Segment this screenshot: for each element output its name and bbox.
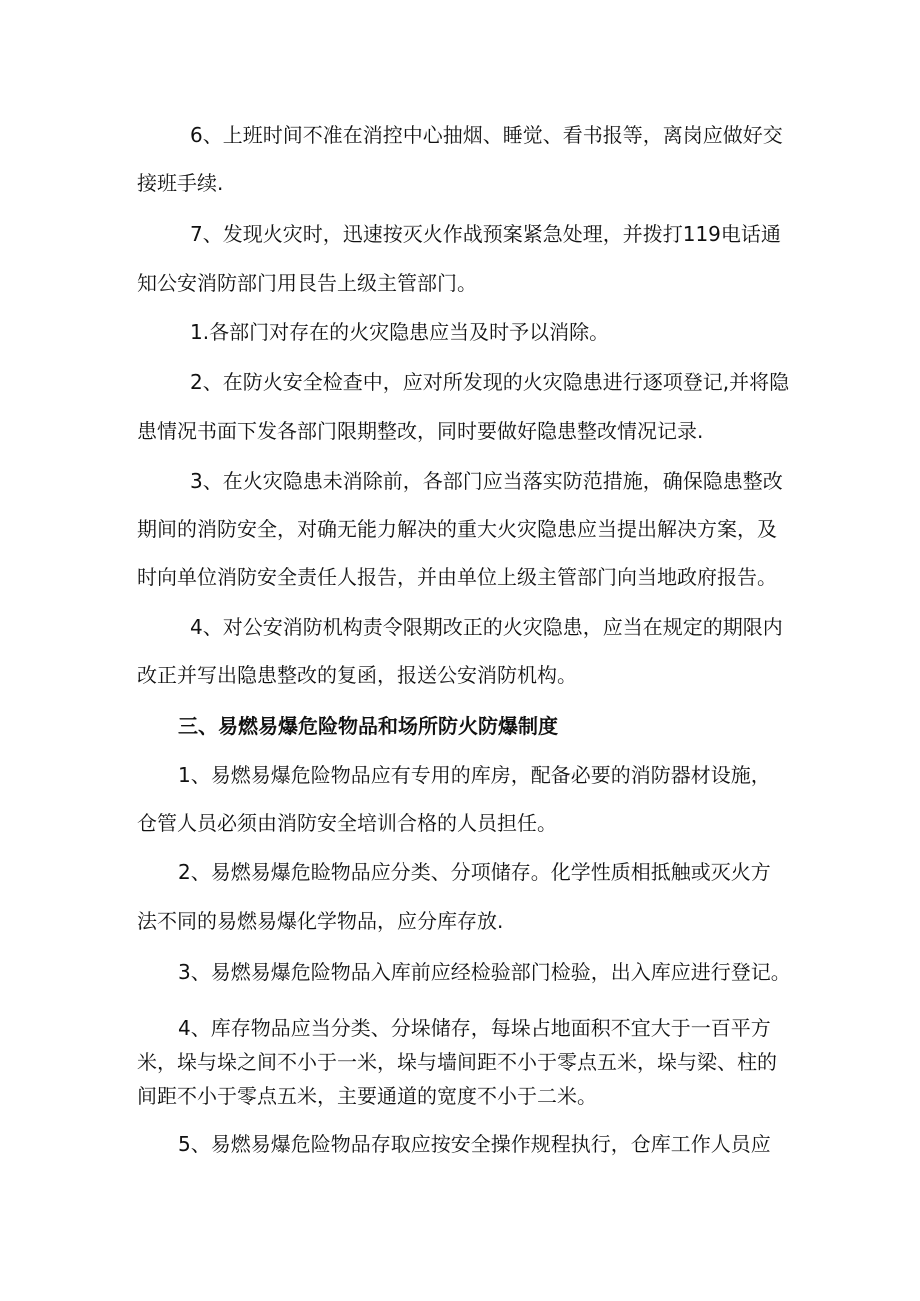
rule-1-line-1: 1、易燃易爆危险物品应有专用的库房，配备必要的消防器材设施， xyxy=(178,763,771,787)
rule-4-line-2: 米，垛与垛之间不小于一米，垛与墙间距不小于零点五米，垛与梁、柱的 xyxy=(137,1050,777,1074)
rule-5-line-1: 5、易燃易爆危险物品存取应按安全操作规程执行，仓库工作人员应 xyxy=(178,1132,771,1156)
paragraph-7-line-2: 知公安消防部门用艮告上级主管部门。 xyxy=(137,271,477,295)
hazard-item-4-line-2: 改正并写出隐患整改的复函，报送公安消防机构。 xyxy=(137,663,577,687)
rule-2-line-1: 2、易燃易爆危睑物品应分类、分项储存。化学性质相抵触或灭火方 xyxy=(178,860,771,884)
paragraph-6-line-1: 6、上班时间不准在消控中心抽烟、睡觉、看书报等，离岗应做好交 xyxy=(190,123,783,147)
rule-1-line-2: 仓管人员必须由消防安全培训合格的人员担任。 xyxy=(137,811,557,835)
rule-2-line-2: 法不同的易燃易爆化学物品，应分库存放. xyxy=(137,909,504,933)
hazard-item-1-line-1: 1.各部门对存在的火灾隐患应当及时予以消除。 xyxy=(190,320,610,344)
hazard-item-3-line-2: 期间的消防安全，对确无能力解决的重大火灾隐患应当提出解决方案，及 xyxy=(137,517,777,541)
hazard-item-2-line-2: 患情况书面下发各部门限期整改，同时要做好隐患整改情况记录. xyxy=(137,419,704,443)
hazard-item-3-line-1: 3、在火灾隐患未消除前，各部门应当落实防范措施，确保隐患整改 xyxy=(190,469,783,493)
paragraph-6-line-2: 接班手续. xyxy=(137,171,224,195)
hazard-item-4-line-1: 4、对公安消防机构责令限期改正的火灾隐患，应当在规定的期限内 xyxy=(190,615,783,639)
rule-4-line-1: 4、库存物品应当分类、分垛储存，每垛占地面积不宜大于一百平方 xyxy=(178,1016,771,1040)
hazard-item-2-line-1: 2、在防火安全检查中，应对所发现的火灾隐患进行逐项登记,并将隐 xyxy=(190,370,790,394)
hazard-item-3-line-3: 时向单位消防安全责任人报告，并由单位上级主管部门向当地政府报告。 xyxy=(137,565,777,589)
paragraph-7-line-1: 7、发现火灾时，迅速按灭火作战预案紧急处理，并拨打119电话通 xyxy=(190,222,781,246)
rule-3-line-1: 3、易燃易爆危险物品入库前应经检验部门检验，出入库应进行登记。 xyxy=(178,960,791,984)
section-heading-3: 三、易燃易爆危险物品和场所防火防爆制度 xyxy=(178,714,558,738)
rule-4-line-3: 间距不小于零点五米，主要通道的宽度不小于二米。 xyxy=(137,1084,597,1108)
